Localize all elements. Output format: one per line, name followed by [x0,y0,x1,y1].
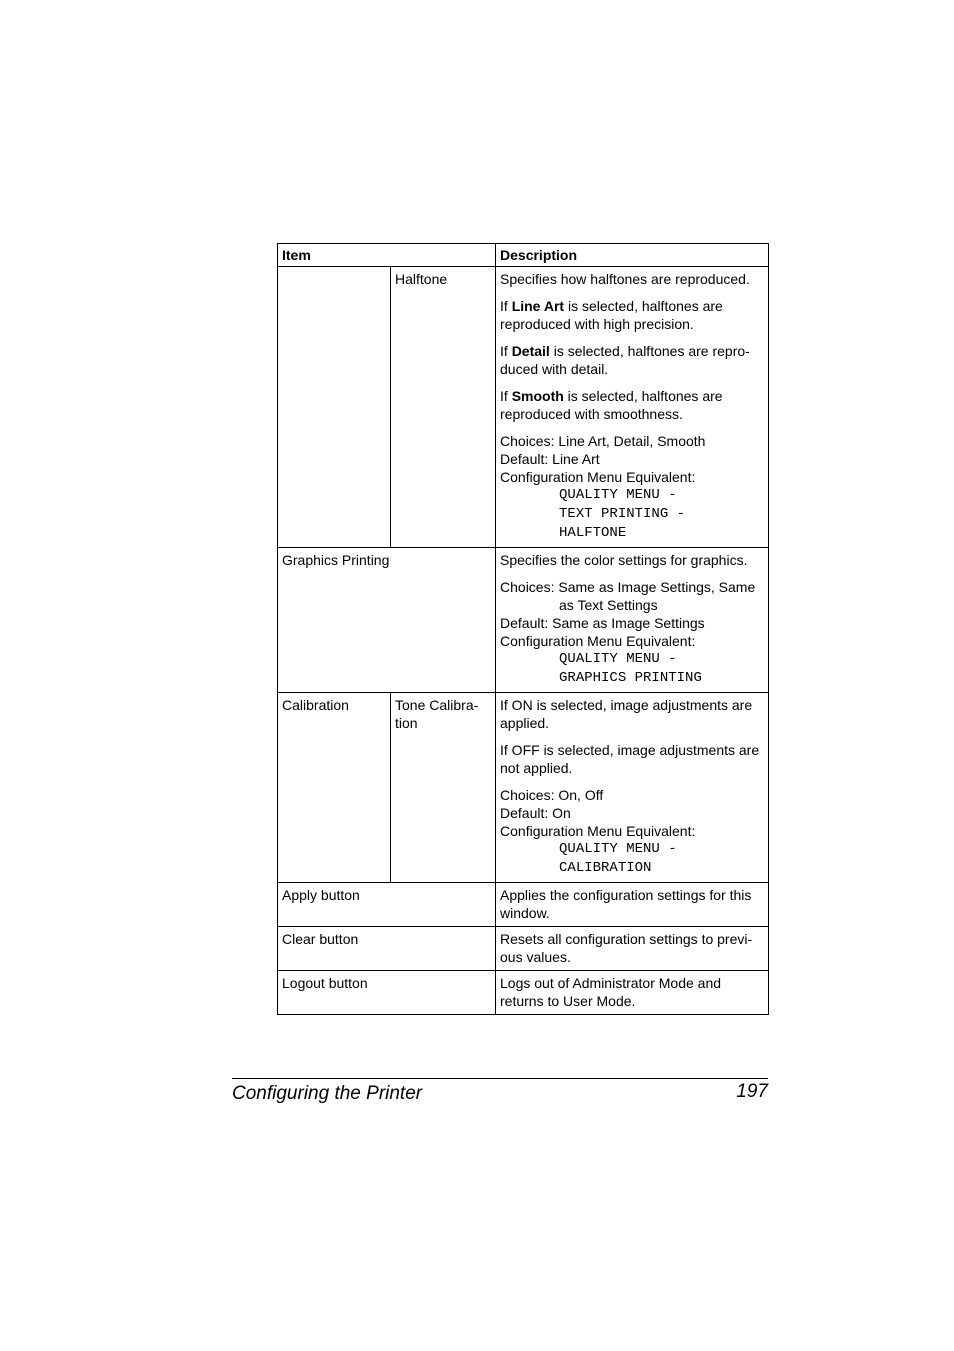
desc-text: If OFF is selected, image adjustments are not applied. [500,742,760,776]
menu-path: QUALITY MENU - [559,841,677,857]
config-menu-label: Configuration Menu Equivalent: [500,633,696,649]
choices-text: Choices: Line Art, Detail, Smooth [500,433,706,449]
menu-path: HALFTONE [559,525,627,541]
menu-path: QUALITY MENU - [559,487,677,503]
menu-path: QUALITY MENU - [559,651,677,667]
choices-text: Choices: Same as Image Settings, Same [500,579,756,595]
desc-text: If Line Art is selected, halftones are reproduced with high precision. [500,298,723,332]
description-calibration [496,693,769,883]
desc-text: Specifies the color settings for graphics. [500,552,748,568]
table-row [278,927,769,971]
header-item: Item [278,244,496,267]
desc-text: If Smooth is selected, halftones are reproduced with smoothness. [500,388,723,422]
desc-text: If Detail is selected, halftones are repro-duced with detail. [500,343,750,377]
menu-path: TEXT PRINTING - [559,506,686,522]
desc-text: If ON is selected, image adjustments are applied. [500,697,753,731]
choices-text: Choices: On, Off [500,787,604,803]
choices-continued: as Text Settings [559,597,658,613]
subitem-halftone: Halftone [391,267,496,548]
description-halftone [496,267,769,548]
subitem-tone-calibration: Tone Calibra-tion [391,693,496,883]
item-clear-button: Clear button [278,927,496,971]
settings-table [277,243,769,1015]
table-row [278,971,769,1015]
item-graphics-printing: Graphics Printing [278,548,496,693]
item-cell-empty [278,267,391,548]
choices-block [500,786,764,878]
table-header-row [278,244,769,267]
header-description: Description [496,244,769,267]
description-graphics [496,548,769,693]
config-menu-label: Configuration Menu Equivalent: [500,823,696,839]
table-row [278,548,769,693]
default-text: Default: On [500,805,571,821]
description-clear: Resets all configuration settings to previ-ous values. [496,927,769,971]
desc-text: Specifies how halftones are reproduced. [500,271,750,287]
choices-block [500,578,764,688]
footer-title: Configuring the Printer [232,1083,423,1104]
item-calibration: Calibration [278,693,391,883]
menu-path: CALIBRATION [559,860,652,876]
menu-path: GRAPHICS PRINTING [559,670,702,686]
table-row [278,693,769,883]
description-logout: Logs out of Administrator Mode and returns to User Mode. [496,971,769,1015]
config-menu-label: Configuration Menu Equivalent: [500,469,696,485]
page-number: 197 [736,1081,768,1102]
default-text: Default: Same as Image Settings [500,615,705,631]
description-apply: Applies the configuration settings for this window. [496,883,769,927]
footer-divider [232,1078,768,1079]
item-logout-button: Logout button [278,971,496,1015]
choices-block [500,432,764,543]
table-row [278,267,769,548]
default-text: Default: Line Art [500,451,600,467]
table-row [278,883,769,927]
item-apply-button: Apply button [278,883,496,927]
